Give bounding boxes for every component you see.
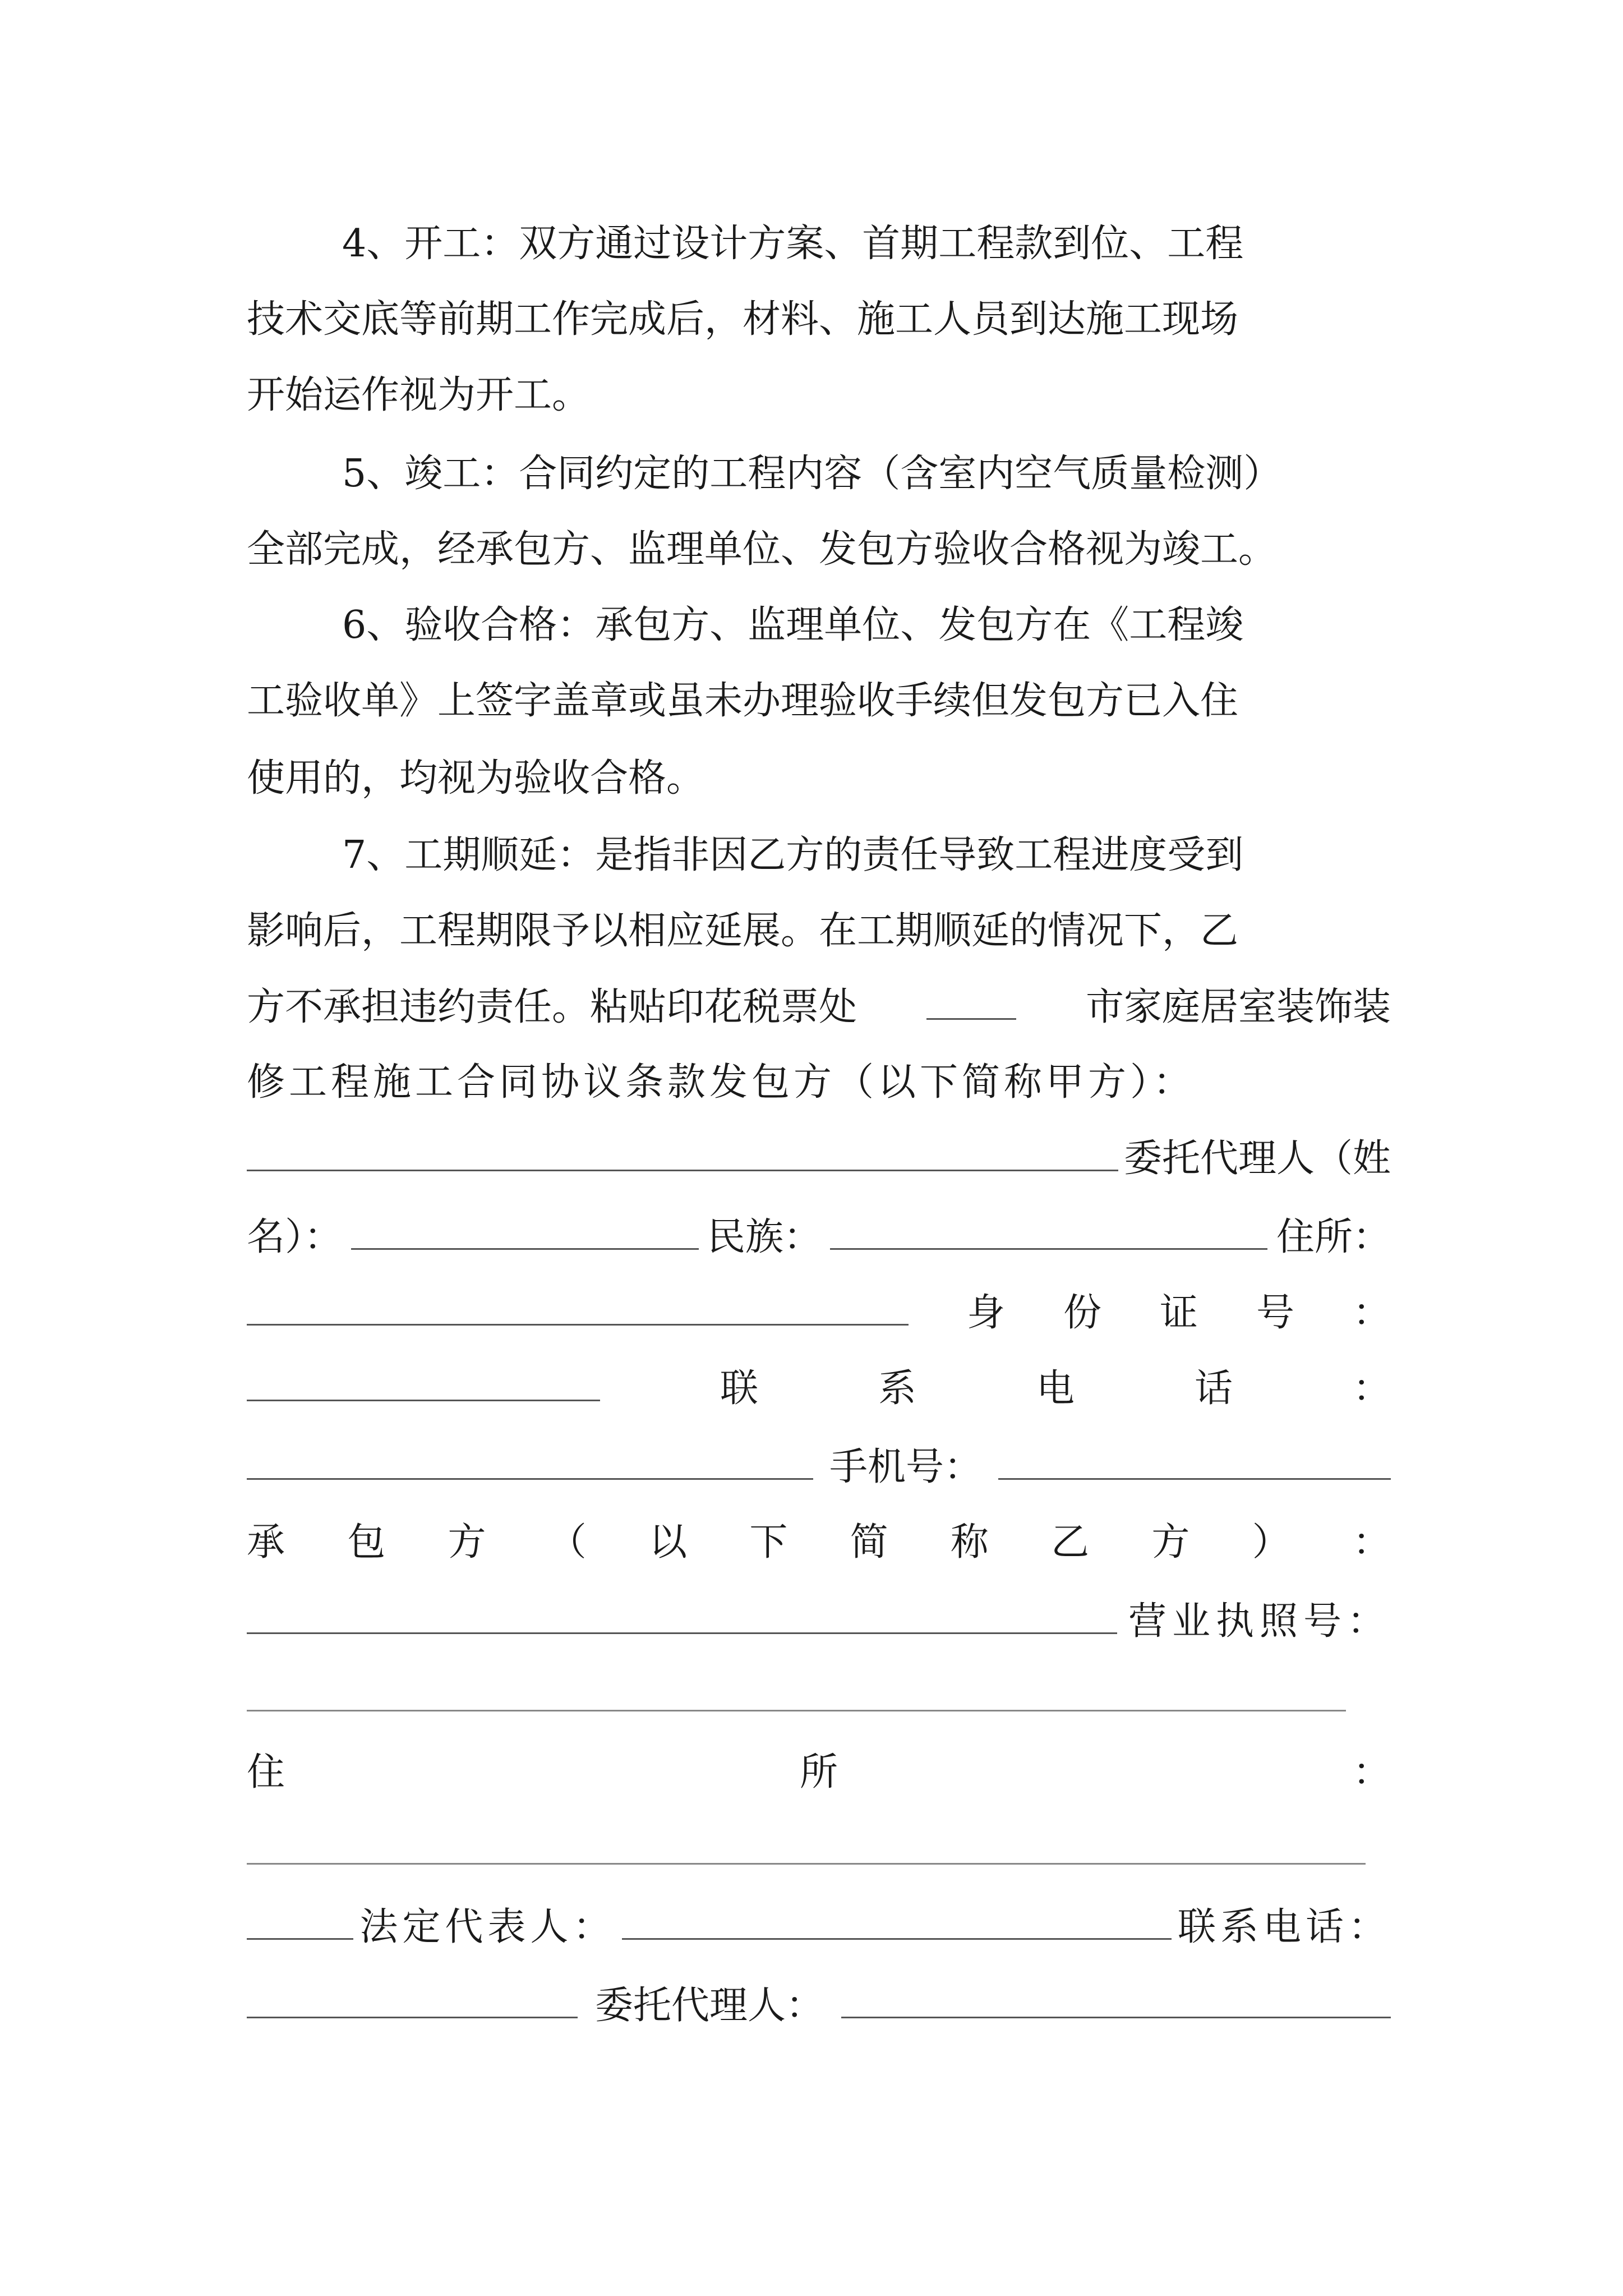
legal-rep-label: 法定代表人： bbox=[359, 1905, 616, 1949]
phone-char-5: ： bbox=[1352, 1366, 1391, 1411]
contractor-char-7: 简 bbox=[850, 1520, 888, 1565]
mobile-row bbox=[247, 1439, 1391, 1495]
contractor-row bbox=[247, 1515, 1391, 1571]
contractor-char-10: 方 bbox=[1151, 1520, 1190, 1565]
agent2-label: 委托代理人： bbox=[594, 1984, 824, 2028]
clause-6-line-3: 使用的，均视为验收合格。 bbox=[247, 756, 705, 800]
contact-phone-blank[interactable] bbox=[247, 1439, 813, 1480]
clause-6-line-2: 工验收单》上签字盖章或虽未办理验收手续但发包方已入住 bbox=[247, 679, 1239, 723]
contractor-char-2: 包 bbox=[347, 1520, 386, 1565]
contractor-char-12: ： bbox=[1352, 1520, 1391, 1565]
residence-tail-blank[interactable] bbox=[247, 1899, 353, 1940]
city-blank[interactable] bbox=[926, 979, 1016, 1020]
clause-6-line-1: 6、验收合格：承包方、监理单位、发包方在《工程竣 bbox=[342, 603, 1244, 647]
legal-rep-row bbox=[247, 1899, 1391, 1955]
phone-char-2: 系 bbox=[878, 1366, 916, 1411]
id-char-5: ： bbox=[1352, 1291, 1391, 1335]
clause-5-line-2: 全部完成，经承包方、监理单位、发包方验收合格视为竣工。 bbox=[247, 527, 1277, 572]
party-a-name-row bbox=[247, 1130, 1391, 1186]
agent-ethnicity-address-row bbox=[247, 1209, 1391, 1265]
phone-char-4: 话 bbox=[1194, 1366, 1233, 1411]
address-blank[interactable] bbox=[247, 1285, 909, 1326]
contractor-char-6: 下 bbox=[749, 1520, 788, 1565]
residence-char-2: 所 bbox=[799, 1750, 838, 1795]
clause-4-line-1: 4、开工：双方通过设计方案、首期工程款到位、工程 bbox=[342, 222, 1244, 266]
clause-7-line-2: 影响后，工程期限予以相应延展。在工期顺延的情况下，乙 bbox=[247, 909, 1239, 953]
id-char-3: 证 bbox=[1159, 1291, 1198, 1335]
clause-7-text-a: 方不承担违约责任。粘贴印花税票处 bbox=[247, 985, 857, 1029]
agent2-blank[interactable] bbox=[841, 1977, 1391, 2018]
contact-phone-row bbox=[247, 1360, 1391, 1416]
residence-char-1: 住 bbox=[247, 1750, 285, 1795]
residence-char-3: ： bbox=[1352, 1750, 1391, 1795]
clause-4-line-3: 开始运作视为开工。 bbox=[247, 373, 591, 417]
phone-char-1: 联 bbox=[720, 1366, 758, 1411]
residence-row bbox=[247, 1745, 1391, 1801]
contractor-char-8: 称 bbox=[950, 1520, 989, 1565]
contractor-name-blank[interactable] bbox=[247, 1593, 1117, 1634]
phone2-blank[interactable] bbox=[247, 1977, 578, 2018]
agent-name-label-a: 委托代理人（姓 bbox=[1123, 1137, 1391, 1181]
contractor-char-5: 以 bbox=[649, 1520, 688, 1565]
id-number-blank[interactable] bbox=[247, 1360, 600, 1401]
agent-name-label-b: 名）： bbox=[247, 1215, 343, 1259]
clause-7-line-3 bbox=[247, 979, 1391, 1035]
clause-5-line-1: 5、竣工：合同约定的工程内容（含室内空气质量检测） bbox=[342, 452, 1282, 496]
ethnicity-label: 民族： bbox=[707, 1215, 822, 1259]
party-a-name-blank[interactable] bbox=[247, 1130, 1118, 1171]
contractor-char-9: 乙 bbox=[1051, 1520, 1090, 1565]
id-number-row bbox=[247, 1285, 1391, 1341]
contractor-char-3: 方 bbox=[448, 1520, 486, 1565]
phone2-label: 联系电话： bbox=[1177, 1905, 1391, 1949]
contract-title-line: 修工程施工合同协议条款发包方（以下简称甲方）： bbox=[247, 1060, 1196, 1105]
id-char-1: 身 bbox=[966, 1291, 1005, 1335]
clause-4-line-2: 技术交底等前期工作完成后，材料、施工人员到达施工现场 bbox=[247, 297, 1239, 342]
contractor-char-4: （ bbox=[548, 1520, 587, 1565]
mobile-blank[interactable] bbox=[998, 1439, 1391, 1480]
id-char-2: 份 bbox=[1063, 1291, 1101, 1335]
license-number-blank[interactable] bbox=[247, 1708, 1346, 1711]
ethnicity-blank[interactable] bbox=[830, 1209, 1267, 1250]
agent2-row bbox=[247, 1977, 1391, 2033]
license-label: 营业执照号： bbox=[1128, 1599, 1391, 1644]
license-row bbox=[247, 1593, 1391, 1649]
clause-7-line-1: 7、工期顺延：是指非因乙方的责任导致工程进度受到 bbox=[342, 833, 1244, 877]
contractor-char-1: 承 bbox=[247, 1520, 285, 1565]
clause-7-text-b: 市家庭居室装饰装 bbox=[1085, 985, 1391, 1029]
phone-char-3: 电 bbox=[1036, 1366, 1075, 1411]
legal-rep-blank[interactable] bbox=[622, 1899, 1172, 1940]
address-label: 住所： bbox=[1276, 1215, 1391, 1259]
id-char-4: 号 bbox=[1256, 1291, 1294, 1335]
contractor-char-11: ） bbox=[1252, 1520, 1290, 1565]
mobile-label: 手机号： bbox=[829, 1445, 982, 1489]
residence-blank[interactable] bbox=[247, 1861, 1366, 1865]
agent-name-blank[interactable] bbox=[351, 1209, 699, 1250]
